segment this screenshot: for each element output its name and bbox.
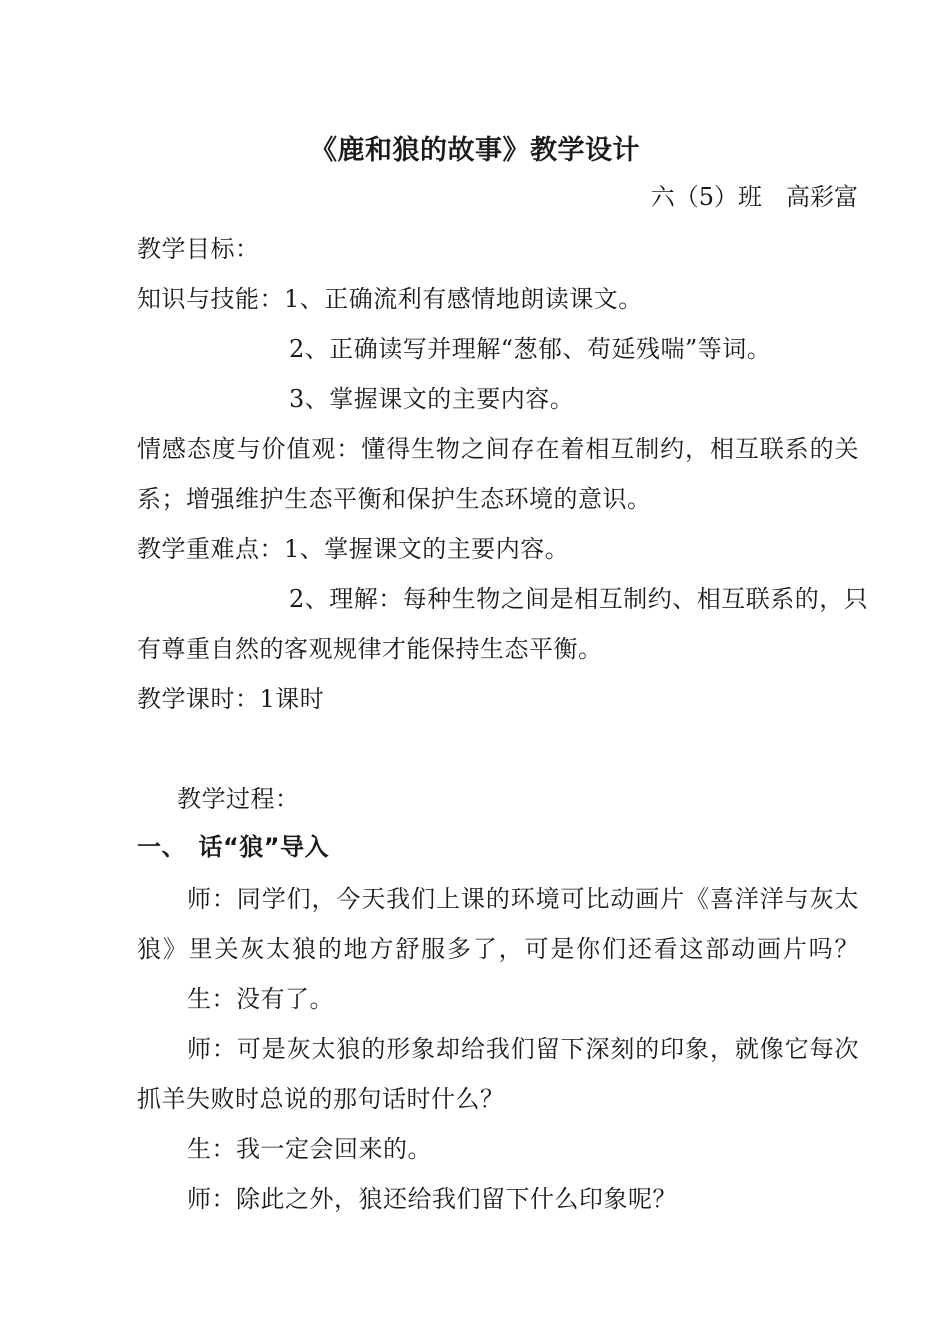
teacher-line-2a: 师：可是灰太狼的形象却给我们留下深刻的印象，就像它每次 xyxy=(187,1035,859,1063)
author-byline: 六（5）班 高彩富 xyxy=(650,183,858,211)
document-title: 《鹿和狼的故事》教学设计 xyxy=(310,135,640,166)
teacher-line-3: 师：除此之外，狼还给我们留下什么印象呢？ xyxy=(187,1185,677,1213)
objectives-label: 教学目标： xyxy=(137,235,260,263)
key-points-1: 教学重难点：1、掌握课文的主要内容。 xyxy=(137,535,570,563)
teacher-line-1a: 师：同学们，今天我们上课的环境可比动画片《喜洋洋与灰太 xyxy=(187,885,859,913)
key-points-2: 2、理解：每种生物之间是相互制约、相互联系的，只 xyxy=(289,585,869,613)
key-points-3: 有尊重自然的客观规律才能保持生态平衡。 xyxy=(137,635,603,663)
skills-objective-2: 2、正确读写并理解“葱郁、苟延残喘”等词。 xyxy=(289,335,772,363)
skills-objective-3: 3、掌握课文的主要内容。 xyxy=(289,385,575,413)
section-heading-1: 一、 话“狼”导入 xyxy=(137,833,330,861)
class-hours: 教学课时：1课时 xyxy=(137,685,325,713)
emotion-objective-line-2: 系；增强维护生态平衡和保护生态环境的意识。 xyxy=(137,485,652,513)
teacher-line-2b: 抓羊失败时总说的那句话时什么？ xyxy=(137,1085,505,1113)
skills-objective-1: 知识与技能：1、正确流利有感情地朗读课文。 xyxy=(137,285,643,313)
process-label: 教学过程： xyxy=(177,785,300,813)
teacher-line-1b: 狼》里关灰太狼的地方舒服多了，可是你们还看这部动画片吗？ xyxy=(137,935,859,963)
student-line-1: 生：没有了。 xyxy=(187,985,334,1013)
student-line-2: 生：我一定会回来的。 xyxy=(187,1135,432,1163)
emotion-objective-line-1: 情感态度与价值观：懂得生物之间存在着相互制约，相互联系的关 xyxy=(137,435,859,463)
